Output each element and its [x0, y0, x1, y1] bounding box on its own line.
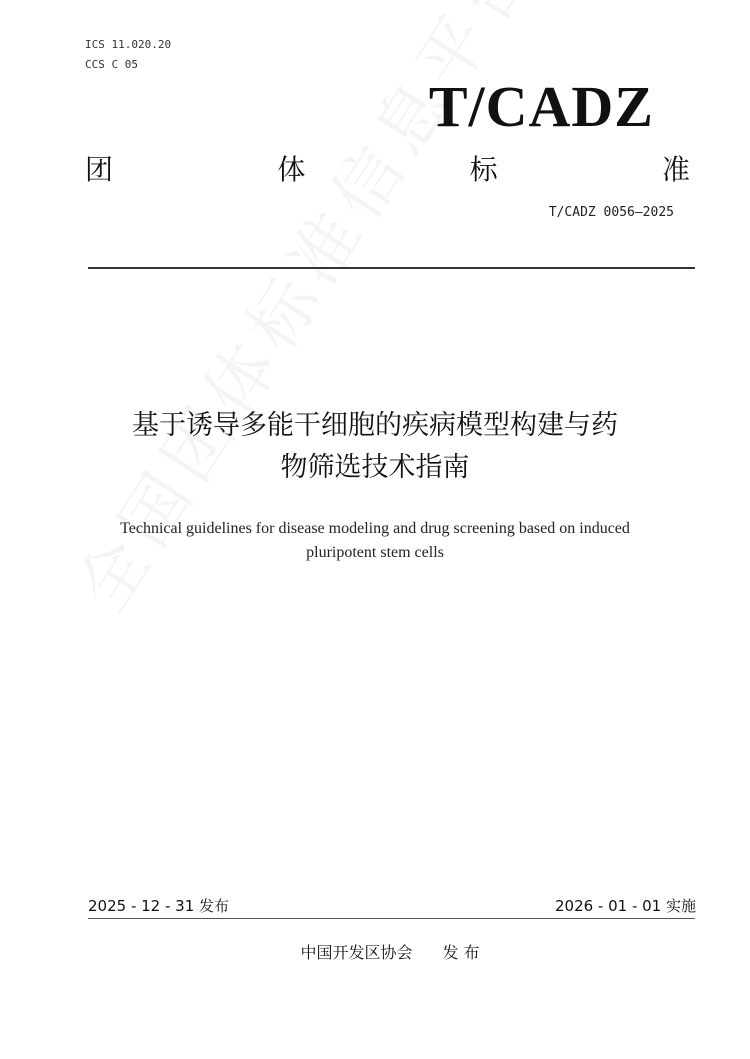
- chinese-title-line: 基于诱导多能干细胞的疾病模型构建与药: [132, 410, 618, 441]
- publisher-name: 中国开发区协会: [300, 943, 413, 962]
- standard-type-char: 团: [85, 153, 114, 186]
- standard-type: [85, 153, 690, 186]
- ccs-code: CCS C 05: [85, 58, 138, 71]
- english-title-line: Technical guidelines for disease modeling and drug screening based on induced: [120, 520, 630, 537]
- footer-divider: [88, 918, 695, 919]
- standard-number: T/CADZ 0056—2025: [548, 205, 674, 220]
- organization-code: T/CADZ: [428, 74, 654, 139]
- implementation-date: 2026 - 01 - 01 实施: [554, 897, 696, 915]
- publisher-line: [0, 940, 750, 963]
- header-divider: [88, 267, 695, 269]
- ics-code: ICS 11.020.20: [85, 38, 172, 51]
- publisher-action: 发 布: [442, 943, 480, 962]
- chinese-title-line: 物筛选技术指南: [280, 452, 470, 483]
- english-title: [80, 517, 670, 565]
- standard-type-char: 标: [469, 153, 498, 186]
- standard-type-char: 体: [277, 153, 306, 186]
- english-title-line: pluripotent stem cells: [306, 544, 444, 561]
- standard-type-char: 准: [661, 153, 690, 186]
- chinese-title: [80, 405, 670, 489]
- issue-date: 2025 - 12 - 31 发布: [88, 897, 230, 915]
